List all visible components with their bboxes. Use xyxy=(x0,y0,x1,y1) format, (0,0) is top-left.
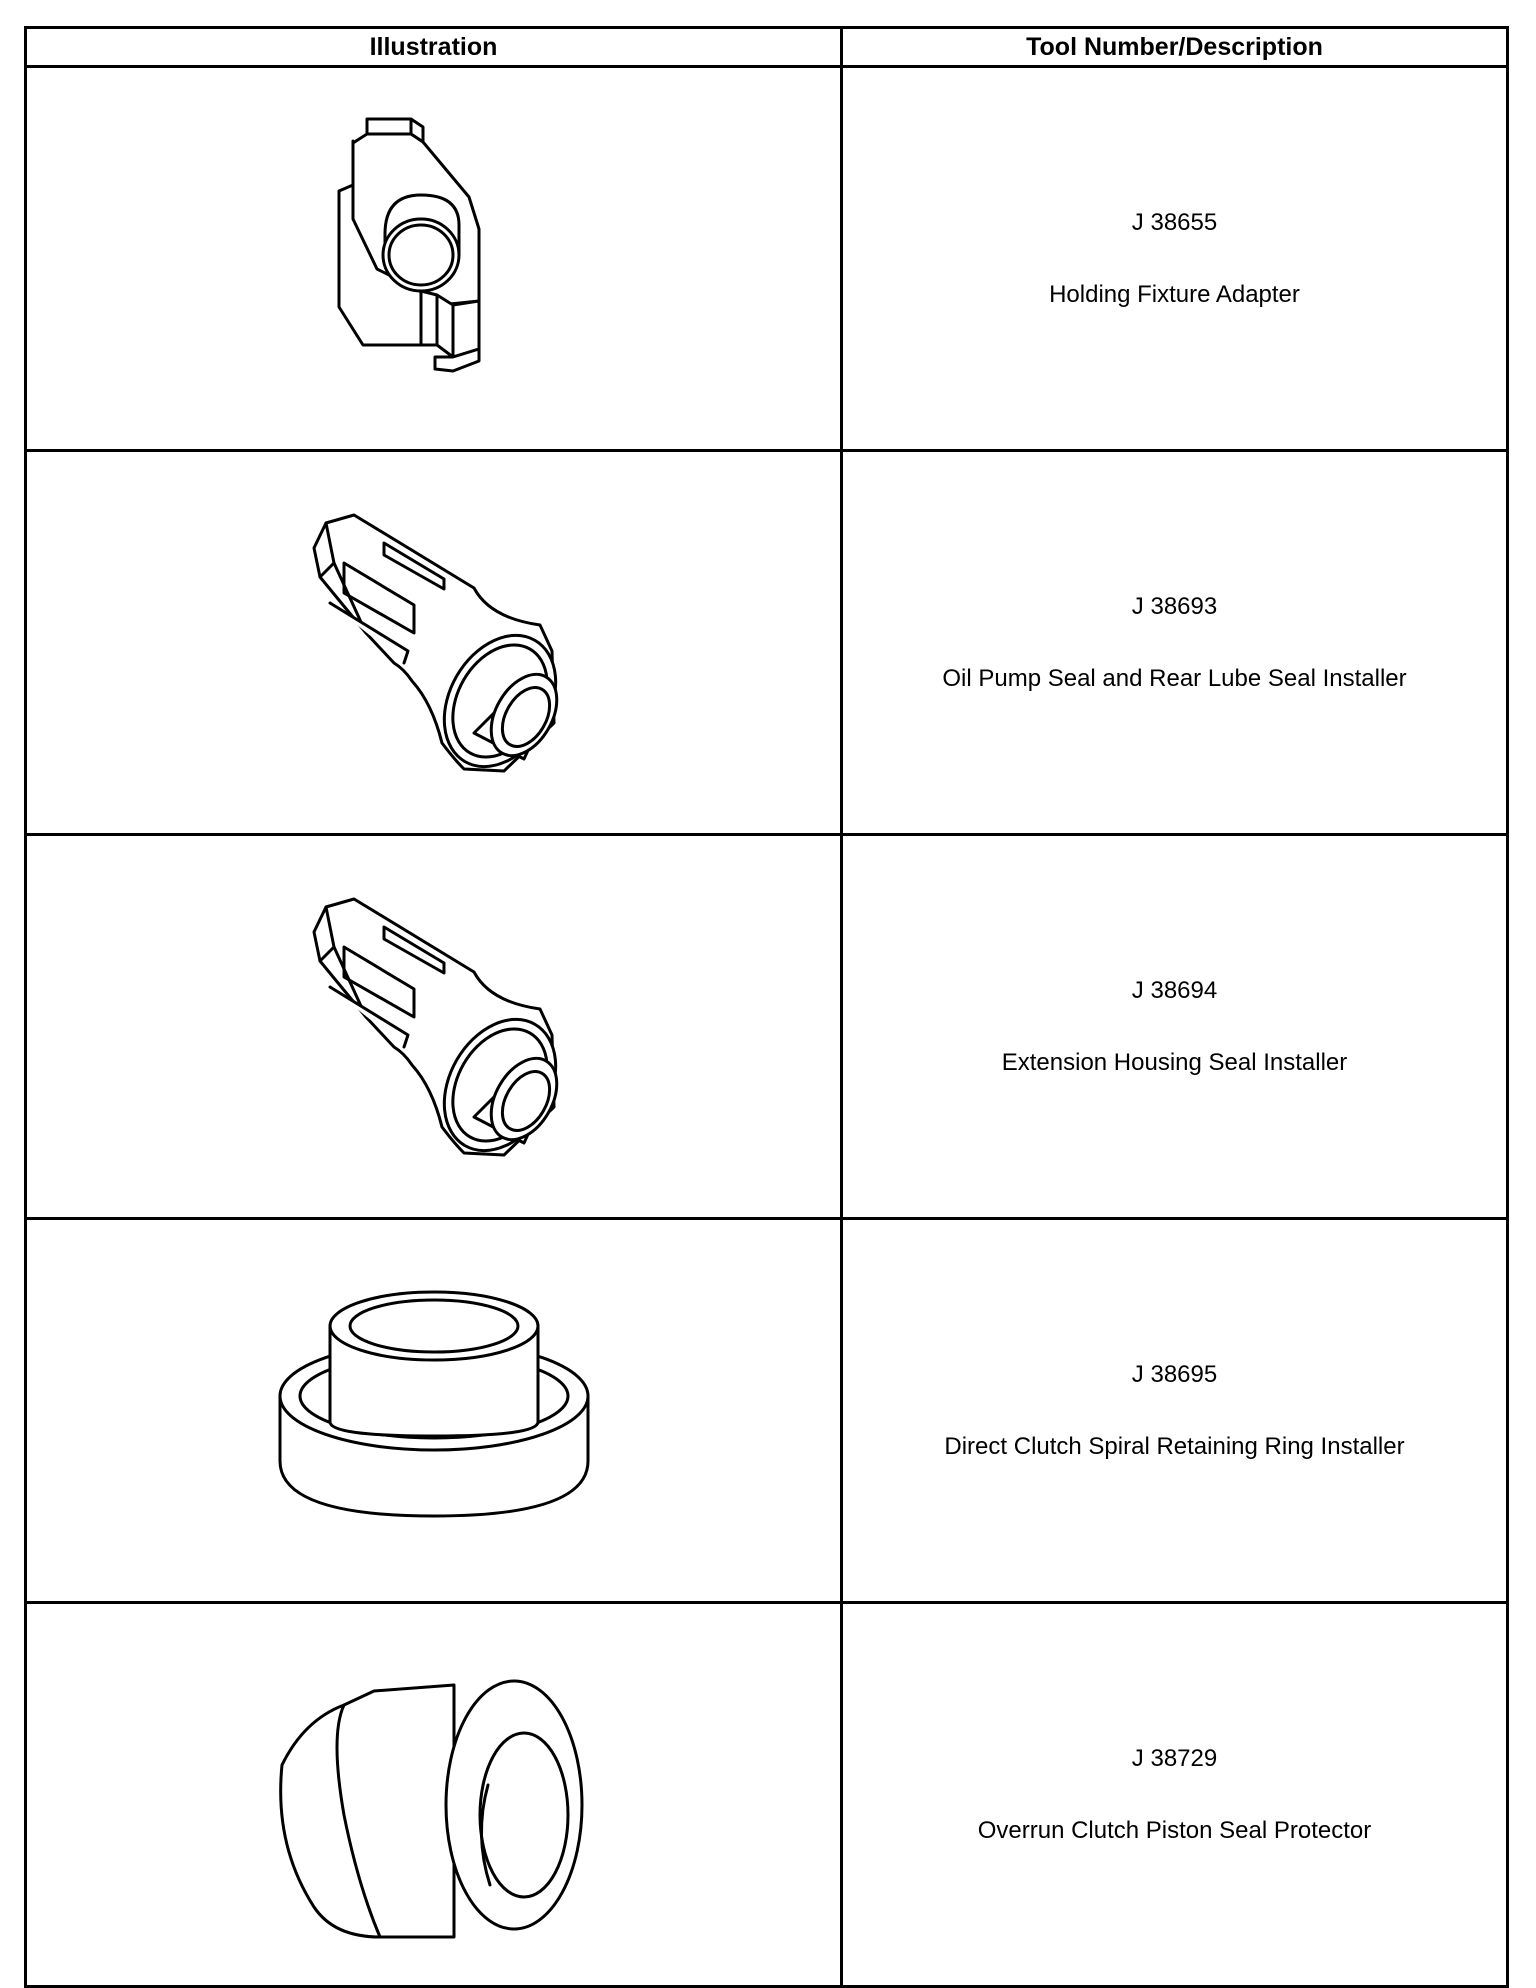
table-row xyxy=(26,451,1508,835)
tool-number: J 38655 xyxy=(1131,208,1218,236)
tool-number: J 38729 xyxy=(1131,1744,1218,1772)
tool-description: Overrun Clutch Piston Seal Protector xyxy=(977,1816,1372,1844)
ring-installer-icon xyxy=(274,1286,594,1536)
tool-description: Extension Housing Seal Installer xyxy=(1001,1048,1348,1076)
table-row xyxy=(26,67,1508,451)
tool-number: J 38695 xyxy=(1131,1360,1218,1388)
seal-installer-icon xyxy=(304,493,564,793)
tool-number: J 38693 xyxy=(1131,592,1218,620)
table-row xyxy=(26,1603,1508,1987)
table-row xyxy=(26,835,1508,1219)
description-cell xyxy=(842,835,1508,1219)
illustration-cell xyxy=(26,1603,842,1987)
illustration-cell xyxy=(26,67,842,451)
tool-description: Holding Fixture Adapter xyxy=(1049,280,1300,308)
illustration-cell xyxy=(26,1219,842,1603)
illustration-cell xyxy=(26,835,842,1219)
tool-description: Oil Pump Seal and Rear Lube Seal Installer xyxy=(942,664,1407,692)
header-row xyxy=(26,28,1508,67)
description-cell xyxy=(842,1603,1508,1987)
description-cell xyxy=(842,451,1508,835)
illustration-cell xyxy=(26,451,842,835)
header-tool-number-description: Tool Number/Description xyxy=(842,28,1508,67)
seal-installer-icon xyxy=(304,877,564,1177)
tool-number: J 38694 xyxy=(1131,976,1218,1004)
holding-fixture-adapter-icon xyxy=(319,109,549,409)
tool-description: Direct Clutch Spiral Retaining Ring Installer xyxy=(944,1432,1405,1460)
tool-table xyxy=(24,26,1509,1988)
description-cell xyxy=(842,67,1508,451)
header-illustration: Illustration xyxy=(26,28,842,67)
seal-protector-icon xyxy=(274,1645,594,1945)
description-cell xyxy=(842,1219,1508,1603)
table-row xyxy=(26,1219,1508,1603)
